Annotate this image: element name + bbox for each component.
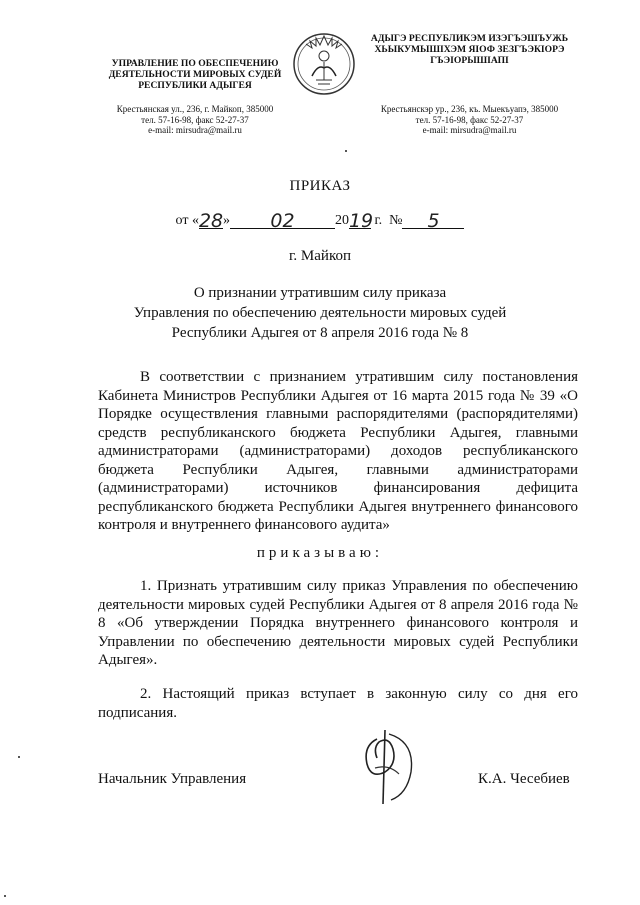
order-subject xyxy=(0,283,640,343)
email-line: e-mail: mirsudra@mail.ru xyxy=(148,125,242,135)
org-address-russian xyxy=(95,104,295,136)
subject-line: Республики Адыгея от 8 апреля 2016 года № 8 xyxy=(171,325,469,341)
year-prefix: 20 xyxy=(334,213,349,228)
order-month: 02 xyxy=(230,210,335,229)
decree-word: приказываю: xyxy=(256,545,384,561)
signer-name: К.А. Чесебиев xyxy=(478,771,570,787)
signer-position: Начальник Управления xyxy=(98,771,247,787)
org-name-line: ГЪЭІОРЫШІАПІ xyxy=(430,55,509,66)
org-name-adyghe xyxy=(362,33,577,66)
org-name-line: УПРАВЛЕНИЕ ПО ОБЕСПЕЧЕНИЮ xyxy=(111,58,279,69)
date-mid: » xyxy=(222,213,230,228)
order-number: 5 xyxy=(402,210,464,229)
date-prefix: от « xyxy=(175,213,199,228)
republic-emblem-icon xyxy=(292,28,356,102)
scan-speck xyxy=(345,150,347,152)
document-title: ПРИКАЗ xyxy=(289,178,351,194)
org-name-line: РЕСПУБЛИКИ АДЫГЕЯ xyxy=(138,80,252,91)
handwritten-signature-icon xyxy=(355,724,425,809)
subject-line: О признании утратившим силу приказа xyxy=(193,285,447,301)
year-tail: г. № xyxy=(370,213,403,228)
scan-speck xyxy=(4,895,6,897)
address-line: Крестьянская ул., 236, г. Майкоп, 385000 xyxy=(116,104,274,114)
order-date-number-line xyxy=(0,210,640,232)
org-name-line: АДЫГЭ РЕСПУБЛИКЭМ ИЗЭГЪЭШЪУЖЬ xyxy=(370,33,569,44)
phone-line: тел. 57-16-98, факс 52-27-37 xyxy=(141,114,249,125)
order-item-1: 1. Признать утратившим силу приказ Управления по обеспечению деятельности мировых судей Республики Адыгея от 8 апреля 2016 года № 8 «Об утверждении Порядка внутреннего финансового контроля и Управлении по обеспечению деятельности мировых судей Республики Адыгея». xyxy=(98,578,578,668)
org-name-line: ДЕЯТЕЛЬНОСТИ МИРОВЫХ СУДЕЙ xyxy=(108,69,282,80)
order-day: 28 xyxy=(198,210,224,232)
phone-line: тел. 57-16-98, факс 52-27-37 xyxy=(415,114,524,125)
order-item-2: 2. Настоящий приказ вступает в законную силу со дня его подписания. xyxy=(98,686,578,721)
org-address-adyghe xyxy=(362,104,577,136)
scan-speck xyxy=(18,756,20,758)
order-year: 19 xyxy=(348,210,374,232)
org-name-russian xyxy=(95,58,295,91)
subject-line: Управления по обеспечению деятельности мировых судей xyxy=(133,305,507,321)
email-line: e-mail: mirsudra@mail.ru xyxy=(422,125,517,135)
address-line: Крестьянскэр ур., 236, къ. Мыекъуапэ, 385000 xyxy=(380,104,559,114)
city: г. Майкоп xyxy=(288,248,352,264)
preamble-paragraph: В соответствии с признанием утратившим силу постановления Кабинета Министров Республики Адыгея от 16 марта 2015 года № 39 «О Порядке осуществления главными распорядителями (распорядителями) средств республиканского бюджета Республики Адыгея, главными администраторами (администраторами) доходов республиканского бюджета Республики Адыгея, главными администраторами (администраторами) источников финансирования дефицита республиканского бюджета Республики Адыгея внутреннего финансового контроля и внутреннего финансового аудита» xyxy=(98,369,578,533)
org-name-line: ХЬЫКУМЫШІХЭМ ЯІОФ ЗЕЗГЪЭКІОРЭ xyxy=(374,44,565,55)
